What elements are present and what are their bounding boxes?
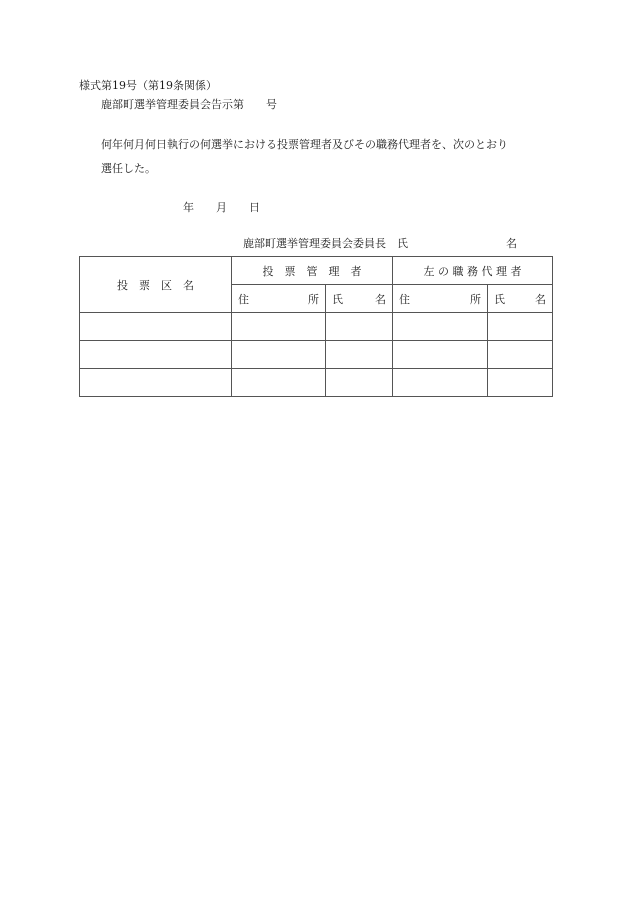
- date-line: 年 月 日: [183, 201, 260, 214]
- form-number: 様式第19号（第19条関係）: [79, 79, 217, 92]
- chairman-title: 鹿部町選挙管理委員会委員長 氏: [243, 237, 408, 250]
- manager-address-cell: [232, 341, 326, 369]
- table-row: [80, 341, 553, 369]
- chairman-name-suffix: 名: [506, 237, 517, 250]
- district-cell: [80, 313, 232, 341]
- deputy-address-header: 住 所: [393, 285, 488, 313]
- appointment-table: [79, 256, 553, 397]
- manager-address-header: 住 所: [232, 285, 326, 313]
- table-row: [80, 369, 553, 397]
- manager-name-cell: [326, 369, 393, 397]
- deputy-name-cell: [488, 369, 553, 397]
- manager-address-cell: [232, 369, 326, 397]
- district-name-header: 投 票 区 名: [80, 257, 232, 313]
- district-cell: [80, 341, 232, 369]
- deputy-header: 左 の 職 務 代 理 者: [393, 257, 553, 285]
- deputy-address-cell: [393, 341, 488, 369]
- manager-name-cell: [326, 341, 393, 369]
- manager-name-cell: [326, 313, 393, 341]
- district-cell: [80, 369, 232, 397]
- notice-number: 鹿部町選挙管理委員会告示第 号: [101, 98, 277, 111]
- chairman-line: [243, 237, 517, 251]
- deputy-name-cell: [488, 341, 553, 369]
- manager-name-header: 氏 名: [326, 285, 393, 313]
- deputy-name-header: 氏 名: [488, 285, 553, 313]
- deputy-address-cell: [393, 369, 488, 397]
- deputy-address-cell: [393, 313, 488, 341]
- manager-header: 投 票 管 理 者: [232, 257, 393, 285]
- body-text-line1: 何年何月何日執行の何選挙における投票管理者及びその職務代理者を、次のとおり: [101, 138, 508, 151]
- deputy-name-cell: [488, 313, 553, 341]
- manager-address-cell: [232, 313, 326, 341]
- table-row: [80, 313, 553, 341]
- body-text-line2: 選任した。: [101, 162, 156, 175]
